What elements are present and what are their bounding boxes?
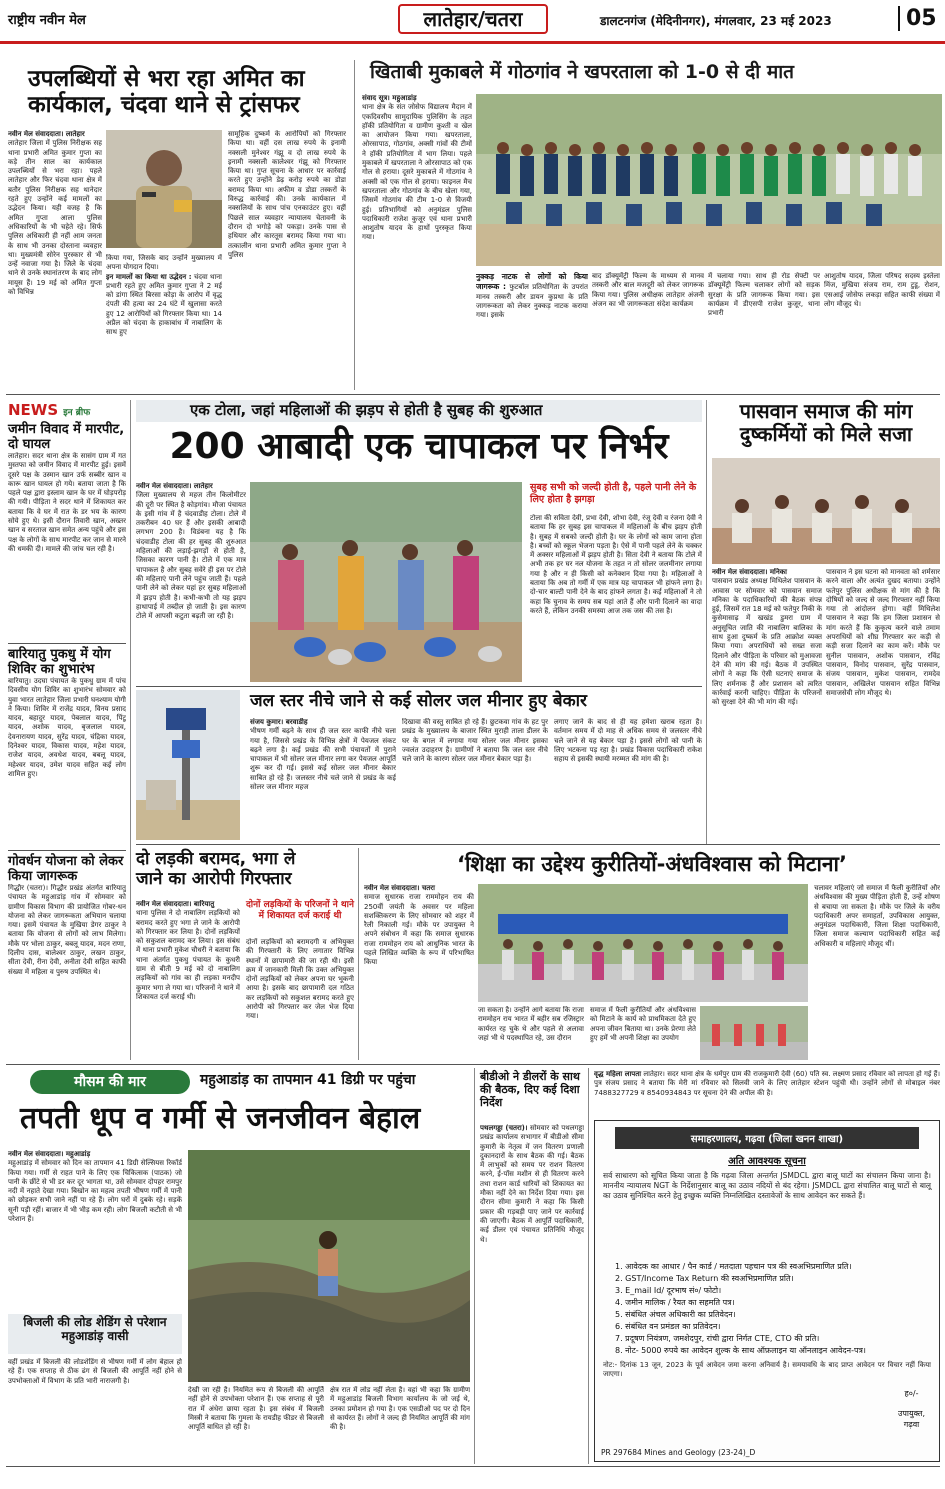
notice-item: 5. संबंधित अंचल अधिकारी का प्रतिवेदन। — [615, 1310, 736, 1319]
heat-body-col2: देखी जा रही है। नियमित रूप से बिजली की आपूर्ति नहीं होने से उपभोक्ता परेशान हैं। एक सप्ताह से पूरी रात में अंधेरा छाया रहता है। इस संबंध में बिजली मिस्त्री ने बताया कि गुमला के रायडीह फीडर से बिजली आपूर्ति बाधित हो रही है। — [188, 1386, 324, 1432]
hockey-team-photo — [476, 94, 942, 266]
notice-item: 2. GST/Income Tax Return की स्वअभिप्रमाणित प्रति। — [615, 1274, 794, 1283]
heat-label-pill: मौसम की मार — [30, 1070, 190, 1094]
brief-1-body: लातेहार। सदर थाना क्षेत्र के सासंग ग्राम में गत मुस्तफा को जमीन विवाद में मारपीट हुई। इसमें दूसरे पक्ष के उस्मान खान उर्फ सब्बीर खान व कारू खान घायल हो गये। बताया जाता है कि पहले पक्ष द्वारा इस्लाम खान के घर में घोड़परोड़ की गयी। पीड़िता ने सदर थाने में शिकायत कर बताया कि वे घर में रात के डर भय के कारण सोये हुए थे। इसी दौरान तिवारी खान, अख्तर खान व सरताज खान समेत अन्य पहुंचे और इस पक्ष के लोगों के साथ मारपीट कर जान से मारने की धमकी दी। मामले की जांच चल रही है। — [8, 452, 126, 553]
page-number: 05 — [898, 6, 937, 31]
solar-body-col1: संजय कुमार। बरवाडीह भीषण गर्मी बढ़ने के साथ ही जल स्तर काफी नीचे चला गया है, जिससे प्रखंड के विभिन्न क्षेत्रों में पेयजल संकट बढ़ने लगा है। कई प्रखंड की सभी पंचायतों में पुराने चापाकल में भी सोलर जल मीनार लगा कर पेयजल आपूर्ति शुरू कर दी गई। इससे कई सोलर जल मीनार बेकार साबित हो रहे हैं। जलस्तर नीचे चले जाने से प्रखंड के कई सोलर जल मीनार महज — [250, 718, 396, 792]
education-body-col1: नवीन मेल संवाददाता। चतरा समाज सुधारक राजा राममोहन राय की 250वीं जयंती के अवसर पर महिला सशक्तिकरण के लिए सोमवार को शहर में रैली निकाली गई। मौके पर उपायुक्त ने अपने संबोधन में कहा कि समाज सुधारक राजा राममोहन राय को आधुनिक भारत के पहले लिखित व्यक्ति के रूप में परिभाषित किया — [364, 884, 474, 967]
education-walk-photo — [700, 1006, 808, 1060]
education-headline: ‘शिक्षा का उद्देश्य कुरीतियों-अंधविश्वास को मिटाना’ — [457, 852, 847, 876]
notice-list — [595, 1259, 939, 1359]
amit-headline: उपलब्धियों से भरा रहा अमित का कार्यकाल, चंदवा थाने से ट्रांसफर — [28, 66, 305, 119]
amit-body-col3: सामूहिक दुष्कर्म के आरोपियों को गिरफ्तार किया था। वहीं दस लाख रुपये के इनामी नक्सली मुनेश्वर गंझू व दो लाख रुपये के इनामी नक्सली कालेश्वर गंझू को गिरफ्तार किया था। गुप्त सूचना के आधार पर कार्रवाई करते हुए उन्होंने डेढ़ करोड़ रुपये का डोडा बरामद किया था। अफीम व डोडा तस्करों के विरुद्ध कार्रवाई की। उनके कार्यकाल में नक्सलियों के साथ पांच एनकाउंटर हुए। वहीं पिछले साल व्यवहार न्यायालय चेतावनी के दौरान दो भगोड़े को पकड़ा। उनके पास से हथियार और कारतूस बरामद किया गया था। तत्कालीन थाना प्रभारी अमित कुमार गुप्ता ने पुलिस — [228, 130, 346, 259]
notice-item: 1. आवेदक का आधार / पैन कार्ड / मतदाता पहचान पत्र की स्वअभिप्रमाणित प्रति। — [615, 1262, 852, 1271]
water-headline: 200 आबादी एक चापाकल पर निर्भर — [169, 426, 669, 467]
amit-body-col1: नवीन मेल संवाददाता। लातेहार लातेहार जिला में पुलिस निरीक्षक सह थाना प्रभारी अमित कुमार गुप्ता का कड़े तीन साल का कार्यकाल उपलब्धियों से भरा रहा। पहले लातेहार और फिर चंदवा थाना क्षेत्र में बतौर पुलिस निरीक्षक सह थानेदार रहते हुए उन्होंने कई मामलों का उद्भेदन किया। यही वजह है कि अमित गुप्ता आला पुलिस अधिकारियों के भी चहेते रहे। सिर्फ पुलिस अधिकारी ही नहीं आम जनता के साथ भी उनका दोस्ताना व्यवहार था। मुख्यमंत्री सोरेन पुरस्कार से भी उन्हें नवाजा गया है। जिले के चंदवा थाने से उनके स्थानांतरण के बाद लोग मायूस हैं। 19 मई को अमित गुप्ता को विभिन्न — [8, 130, 102, 297]
solar-body-col3: लगाए जाने के बाद से ही यह हमेशा खराब रहता है। वर्तमान समय में दो माह से अधिक समय से जलस्तर नीचे चले जाने से यह बेकार पड़ा है। इससे लोगों को पानी के लिए भटकना पड़ रहा है। प्रखंड विकास पदाधिकारी राकेश सहाय से इसकी स्थायी मरम्मत की मांग की है। — [554, 718, 702, 764]
dateline: डालटनगंज (मेदिनीनगर), मंगलवार, 23 मई 2023 — [600, 14, 832, 28]
water-body-col3: टोला की सविता देवी, प्रभा देवी, शोभा देवी, रंजू देवी व रंजना देवी ने बताया कि हर सुबह इस चापाकल में महिलाओं के बीच झड़प होती है। सुबह में सबको जल्दी होती है। घर के लोगों को काम जाना होता है। बच्चों को स्कूल भेजना पड़ता है। ऐसे में पानी पहले लेने के चक्कर में अक्सर महिलाओं में झड़प होती है। सिता देवी ने बताया कि टोले में अभी तक हर घर नल योजना के तहत न तो सोलर जलमीनार लगाया गया है और न ही किसी को कनेक्शन दिया गया है। महिलाओं ने बताया कि अब तो गर्मी में एक मात्र यह चापाकल भी हांफने लगा है। दो-चार बाल्टी पानी देने के बाद हांफने लगता है। कई महिलाओं ने तो कहा कि चुनाव के समय सब यहां आते हैं और पानी दिलाने का वादा करते हैं, लेकिन उनकी समस्या आज तक जस की तस है। — [530, 514, 702, 615]
notice-item: 7. प्रदूषण नियंत्रण, जमशेदपुर, रांची द्वारा निर्गत CTE, CTO की प्रति। — [615, 1334, 820, 1343]
brief-2-head: बारियातु पुकधु में योग शिविर का शुभारंभ — [8, 647, 111, 677]
news-brief-column — [8, 422, 126, 1124]
missing-woman-brief: वृद्ध महिला लापता लातेहार। सदर थाना क्षेत्र के धर्मपुर ग्राम की राजकुमारी देवी (60) पति स्व. लक्ष्मण प्रसाद रविवार को लापता हो गई हैं। पुत्र संजय प्रसाद ने बताया कि मेरी मां रविवार को सिलवी जाने के लिए लातेहार स्टेशन पहुंची थी। उन्होंने लोगों से मोबाइल नंबर 7488327729 व 8540934843 पर सूचना देने की अपील की है। — [594, 1070, 940, 1097]
brief-3-head: गोवर्धन योजना को लेकर किया जागरूक — [8, 854, 124, 884]
education-rally-photo — [478, 884, 808, 1002]
hockey-body-col3: बाद डॉक्यूमेंट्री फिल्म के माध्यम से मानव तस्करी और बाल मजदूरी को लेकर जागरूक किया गया। पुलिस अधीक्षक लातेहार अंजनी अंजन का भी जागरूकता संदेश कार्यक्रम — [592, 272, 704, 308]
hockey-headline: खिताबी मुकाबले में गोठगांव ने खपरताला को 1-0 से दी मात — [370, 61, 794, 83]
tender-notice — [594, 1120, 940, 1462]
paswan-headline: पासवान समाज की मांग दुष्कर्मियों को मिले सजा — [739, 399, 913, 446]
hockey-body-col4: में चलाया गया। साथ ही रोड सेफ्टी पर डॉक्यूमेंट्री फिल्म चलाकर लोगों को सड़क सुरक्षा के प्रति जागरूक किया गया। इस कार्यक्रम में डीएसपी राजेश कुजूर, थाना प्रभारी — [708, 272, 820, 318]
page-header — [0, 0, 945, 44]
bdo-body: पथलगड्डा (चतरा)। सोमवार को पथलगड्डा प्रखंड कार्यालय सभागार में बीडीओ सीमा कुमारी के नेतृत्व में जन वितरण प्रणाली दुकानदारों के साथ बैठक की गई। बैठक में लाभुकों को समय पर राशन वितरण करने, ई-पॉस मशीन से ही वितरण करने तथा राशन कार्ड धारियों को शिकायत का मौका नहीं देने का निर्देश दिया गया। इस दौरान सीमा कुमारी ने कहा कि किसी प्रकार की गड़बड़ी पाए जाने पर कार्रवाई की जाएगी। बैठक में आपूर्ति पदाधिकारी, कई डीलर एवं पंचायत प्रतिनिधि मौजूद थे। — [480, 1124, 584, 1244]
notice-item: 8. नोट- 5000 रुपये का आवेदन शुल्क के साथ ऑफ़लाइन या ऑनलाइन आवेदन-पत्र। — [615, 1346, 866, 1355]
heat-body-col1: नवीन मेल संवाददाता। महुआडांड़ महुआडांड़ में सोमवार को दिन का तापमान 41 डिग्री सेल्सियस रिकॉर्ड किया गया। गर्मी से राहत पाने के लिए एक चिकित्सक (पाठक) जो पानी के छींटे से भी डर कर दूर भागता था, उसे सोमवार दोपहर रामपुर नदी में नहाते देखा गया। बिखोन का महत्व तपती भीषण गर्मी में पानी को छोड़कर सभी जाने नहीं पा रहे हैं। लोग घरों में दुबके रहे। सड़कें सूनी पड़ी रहीं। बाजार में भी भीड़ कम रही। लोग बिजली कटौती से भी परेशान हैं। — [8, 1150, 182, 1224]
water-handpump-photo — [250, 482, 522, 682]
solar-headline: जल स्तर नीचे जाने से कई सोलर जल मीनार हुए बेकार — [250, 691, 587, 711]
notice-item: 6. संबंधित वन प्रमंडल का प्रतिवेदन। — [615, 1322, 721, 1331]
heat-headline: तपती धूप व गर्मी से जनजीवन बेहाल — [20, 1101, 421, 1136]
education-body-col4: चलावर महिलाएं जो समाज में फैली कुरीतियों और अंधविश्वास की मुख्य पीड़िता होती हैं, उन्हें शोषण से बचाया जा सकता है। मौके पर जिले के वरीय पदाधिकारी अपर समाहर्ता, उपविकास आयुक्त, अनुमंडल पदाधिकारी, जिला शिक्षा पदाधिकारी, जिला समाज कल्याण पदाधिकारी सहित कई अधिकारी व महिलाएं मौजूद थीं। — [814, 884, 940, 948]
heat-body-col3: क्षेत्र रात में लोड नहीं लेता है। वहां भी कहा कि ग्रामीण में महुआडांड़ बिजली विभाग कार्यालय के जो जई थे, उनका प्रमोशन हो गया है। एक एसडीओ पद पर दो दिन से कार्यरत हैं। लोगों ने जल्द ही नियमित आपूर्ति की मांग की है। — [330, 1386, 470, 1432]
education-body-col3: समाज में फैली कुरीतियों और अंधविश्वास को मिटाने के कार्य को प्राथमिकता देते हुए अपना जीवन बिताया था। उनके प्रेरणा लेते हुए हमें भी अपनी शिक्षा का उपयोग — [590, 1006, 696, 1042]
notice-item: 4. जमीन मालिक / रैयत का सहमति पत्र। — [615, 1298, 735, 1307]
heat-river-photo — [188, 1150, 470, 1382]
hockey-caption: नुक्कड़ नाटक से लोगों को किया जागरूक : फुटबॉल प्रतियोगिता के उपरांत मानव तस्करी और डायन कुप्रथा के प्रति जागरूकता को लेकर नुक्कड़ नाटक कराया गया। इसके — [476, 272, 588, 320]
hockey-body-col5: आशुतोष यादव, जिला परिषद सदस्य इस्तेला मिंज, मुखिया संजय राम, राम टुडू, रोशन, एसआई जोसेफ लकड़ा सहित काफी संख्या में लोग मौजूद थे। — [824, 272, 940, 308]
girls-box-head: दोनों लड़कियों के परिजनों ने थाने में शिकायत दर्ज कराई थी — [246, 900, 354, 921]
solar-tower-photo — [136, 690, 240, 840]
notice-signature: ह०/- उपायुक्त, गढ़वा — [897, 1389, 925, 1429]
brief-3-body: गिद्धौर (चतरा)। गिद्धौर प्रखंड अंतर्गत बारियातु पंचायत के महुआडांड़ गांव में सोमवार को ग्रामीण विकास विभाग की प्रायोजित गोबर-धन योजना को लेकर जागरूकता अभियान चलाया गया। इसमें पंचायत के मुखिया डेगर ठाकुर ने बताया कि योजना से लोगों को लाभ मिलेगा। मौके पर भोला ठाकुर, बबलू यादव, मदन राणा, दिलीप दास, बालेश्वर ठाकुर, लखन ठाकुर, सीता देवी, रीना देवी, अनीता देवी सहित काफी संख्या में महिला व पुरुष उपस्थित थे। — [8, 884, 126, 976]
girls-body-col2: दोनों लड़कियों को बरामदगी व अभियुक्त की गिरफ्तारी के लिए लगातार विभिन्न स्थानों में छापामारी की जा रही थी। इसी क्रम में जानकारी मिली कि उक्त अभियुक्त दोनों लड़कियों को लेकर अपना घर भूकनी आया है। इसके बाद छापामारी दल गठित कर लड़कियों को सकुशल बरामद करते हुए आरोपी को गिरफ्तार कर जेल भेज दिया गया। — [246, 938, 354, 1021]
water-subhead: सुबह सभी को जल्दी होती है, पहले पानी लेने के लिए होता है झगड़ा — [530, 482, 697, 505]
bdo-headline: बीडीओ ने डीलरों के साथ की बैठक, दिए कई दिशा निर्देश — [480, 1070, 580, 1109]
notice-title: अति आवश्यक सूचना — [728, 1156, 806, 1167]
amit-body-col2: किया गया, जिसके बाद उन्होंने मुख्यालय में अपना योगदान दिया। इन मामलों का किया था उद्भेदन : चंदवा थाना प्रभारी रहते हुए अमित कुमार गुप्ता ने 2 मई को डांगा स्थित बिरसा कोड़ा के आरोप में वृद्ध दंपती की हत्या का 24 घंटे में खुलासा करते हुए 12 आरोपियों को गिरफ्तार किया था। 14 अप्रैल को चंदवा के हाकाबांध में नाबालिग के साथ हुए — [106, 254, 222, 337]
paswan-meeting-photo — [712, 458, 940, 564]
notice-body: सर्व साधारण को सूचित किया जाता है कि गढ़वा जिला अन्तर्गत JSMDCL द्वारा बालू घाटों का संचालन किया जाना है। माननीय न्यायालय NGT के निर्देशानुसार बालू का उठाव नदियों से बंद रहेगा। JSMDCL द्वारा संचालित बालू घाटों से बालू का उठाव सुनिश्चित करने हेतु इच्छुक व्यक्ति निम्नलिखित दस्तावेजों के साथ आवेदन कर सकते हैं। — [603, 1171, 931, 1200]
newspaper-brand: राष्ट्रीय नवीन मेल — [8, 13, 86, 28]
amit-portrait-photo — [106, 130, 222, 248]
hockey-body-col1: संवाद सूत्र। महुआडांड़ थाना क्षेत्र के संत जोसेफ विद्यालय मैदान में एकदिवसीय सामुदायिक पुलिसिंग के तहत हॉकी प्रतियोगिता व ग्रामीण कुश्ती व खेल का आयोजन किया गया। खपरताला, ओरसापाठ, गोठगांव, अक्सी गांवों की टीमों ने हॉकी प्रतियोगिता में भाग लिया। पहले मुकाबले में खपरताला ने ओरसापाठ को एक गोल से हराया। दूसरे मुकाबले में गोठगांव ने अक्सी को एक गोल से हराया। फाइनल मैच खपरताला और गोठगांव के बीच खेला गया, जिसमें गोठगांव की टीम 1-0 से विजयी हुई। प्रतिभागियों को अनुमंडल पुलिस पदाधिकारी राजेश कुजूर एवं थाना प्रभारी आशुतोष यादव के हाथों पुरस्कृत किया गया। — [362, 94, 472, 242]
water-body-col1: नवीन मेल संवाददाता। लातेहार जिला मुख्यालय से महज तीन किलोमीटर की दूरी पर स्थित है कोड़गांव। मौजा पंचायत के इसी गांव में है चंदवाडीह टोला। टोले में तकरीबन 40 घर हैं और इसकी आबादी लगभग 200 है। विडंबना यह है कि चंदवाडीह टोला की हर सुबह की शुरुआत महिलाओं की लड़ाई-झगड़ों से होती है, जिसका कारण पानी है। टोले में एक मात्र चापाकल है और सुबह सवेरे ही इस पर टोले की महिलाएं पानी लेने पहुंच जाती हैं। पहले पानी लेने को लेकर यहां हर सुबह महिलाओं में झड़प होती है। कभी-कभी तो यह झड़प हाथापाई में तब्दील हो जाती है। इस कारण टोले में आपसी कटुता बढ़ती जा रही है। — [136, 482, 246, 621]
girls-body-col1: नवीन मेल संवाददाता। बारियातु थाना पुलिस ने दो नाबालिग लड़कियों को बरामद करते हुए भगा ले जाने के आरोपी को गिरफ्तार कर लिया है। दोनों लड़कियों को सकुशल बरामद कर लिया। इस संबंध में थाना प्रभारी मुकेश चौधरी ने बताया कि थाना अंतर्गत पुकधु पंचायत के कुधरी ग्राम से बीती 9 मई को दो नाबालिग लड़कियों को गांव का ही लड़का मनदीप कुमार भगा ले गया था। परिजनों ने थाने में शिकायत दर्ज कराई थी। — [136, 900, 240, 1001]
solar-body-col2: दिखावा की वस्तु साबित हो रहे हैं। छुटकवा गांव के हट पुर प्रखंड के मुख्यालय के बाजार स्थित मुराही ताला डीलर के घर के बगल में लगाया गया सोलर जल मीनार इसका ज्वलंत उदाहरण है। ग्रामीणों ने बताया कि जल स्तर नीचे चले जाने के कारण सोलर जल मीनार बेकार पड़ा है। — [402, 718, 548, 764]
water-kicker: एक टोला, जहां महिलाओं की झड़प से होती है सुबह की शुरुआत — [190, 401, 543, 419]
paswan-body-col2: पासवान ने इस घटना को मानवता को शर्मसार करने वाला और अत्यंत दुखद बताया। उन्होंने फतेपुर पुलिस अधीक्षक से मांग की है कि दोषियों को जल्द से जल्द गिरफ्तार नहीं किया गया तो आंदोलन होगा। वहीं मिथिलेश पासवान ने कहा कि हम जिला प्रशासन से मांग करते हैं कि कुकृत्य करने वाले तमाम अपराधियों को शीघ्र गिरफ्तार कर कड़ी से कड़ी सजा दिलाने का काम करें। मौके पर सुनील पासवान, अशोक पासवान, रविंद्र पासवान, विनोद पासवान, सुरेंद्र पासवान, संजय पासवान, मुकेश पासवान, रामदेव पासवान, अखिलेश पासवान सहित विभिन्न समाजसेवी लोग मौजूद थे। — [826, 568, 940, 697]
girls-headline: दो लड़की बरामद, भगा ले जाने का आरोपी गिरफ्तार — [136, 849, 296, 889]
heat-body-col1b: वहीं प्रखंड में बिजली की लोडशेडिंग से भीषण गर्मी में लोग बेहाल हो रहे हैं। एक सप्ताह से ठीक ढंग से बिजली की आपूर्ति नहीं होने से उपभोक्ताओं में विभाग के प्रति भारी नाराजगी है। — [8, 1358, 182, 1385]
heat-kicker: महुआडांड़ का तापमान 41 डिग्री पर पहुंचा — [200, 1072, 416, 1088]
news-brief-label: NEWS इन ब्रीफ — [8, 401, 91, 419]
paswan-body-col1: नवीन मेल संवाददाता। मनिका पासवान प्रखंड अध्यक्ष मिथिलेश पासवान के आवास पर सोमवार को पासवान समाज मनिका के पदाधिकारियों की बैठक संपन्न हुई, जिसमें रात 18 मई को फतेपुर निकी के कुसेमासाढ़ में खखंड डुमरा ग्राम में अनुसूचित जाति की नाबालिग बालिका के साथ हुआ दुष्कर्म के प्रति आक्रोश व्यक्त किया गया। अपराधियों को सख्त सजा दिलाने और पीड़िता के परिवार को मुआवजा देने की मांग की गई। बैठक में उपस्थित लोगों ने कहा कि ऐसी घटनाएं समाज के लिए शर्मनाक हैं और प्रशासन को त्वरित कार्रवाई करनी चाहिए। पीड़िता के परिजनों को सुरक्षा देने की भी मांग की गई। — [712, 568, 822, 707]
notice-item: 3. E_mail Id/ दूरभाष सं०/ फोटो। — [615, 1286, 722, 1295]
notice-office: समाहरणालय, गढ़वा (जिला खनन शाखा) — [615, 1127, 919, 1149]
notice-footer: नोट:- दिनांक 13 जून, 2023 के पूर्व आवेदन जमा करना अनिवार्य है। समयावधि के बाद प्राप्त आवेदन पर विचार नहीं किया जाएगा। — [603, 1361, 931, 1378]
brief-2-body: बारियातु। उदघा पंचायत के पुकधु ग्राम में पांच दिवसीय योग शिविर का शुभारंभ सोमवार को युवा भारत लातेहार जिला प्रभारी घनश्याम योगी ने किया। शिविर में राजेंद्र यादव, विनय प्रसाद यादव, बहादुर यादव, पेबलाल यादव, पिंटू यादव, अशोक यादव, बृजलाल यादव, देवनारायण यादव, सुरेंद्र यादव, चंद्रिका यादव, दिनेश्वर यादव, विकास यादव, महेश यादव, राजेश यादव, अवधेश यादव, बबलू यादव, महेश्वर यादव, उमेश यादव सहित कई लोग शामिल हुए। — [8, 677, 126, 778]
education-body-col2: जा सकता है। उन्होंने आगे बताया कि राजा राममोहन राय भारत में बहीर सब रजिस्ट्रार कार्यरत रह चुके थे और पहले से अलावा जहां भी थे पदस्थापित रहे, उस दौरान — [478, 1006, 584, 1042]
heat-subhead: बिजली की लोड शेडिंग से परेशान महुआडांड़ वासी — [23, 1315, 167, 1343]
district-label: लातेहार/चतरा — [398, 4, 548, 34]
notice-pr-number: PR 297684 Mines and Geology (23-24)_D — [601, 1448, 756, 1457]
brief-1-head: जमीन विवाद में मारपीट, दो घायल — [8, 422, 125, 452]
